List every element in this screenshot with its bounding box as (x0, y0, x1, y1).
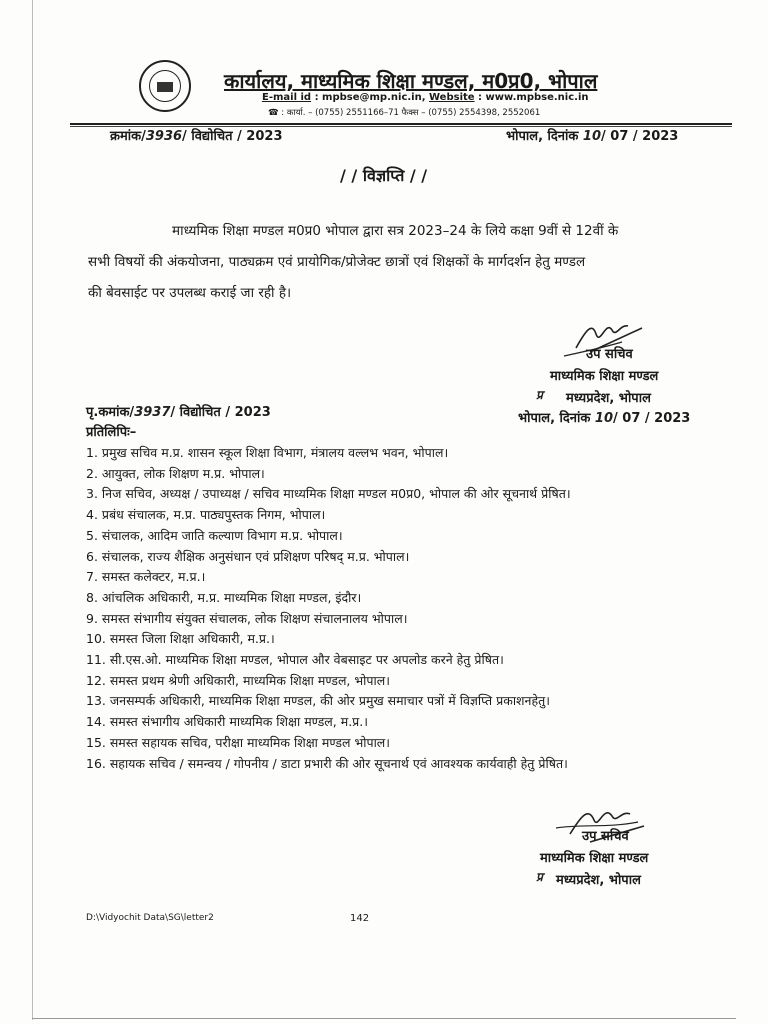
notice-body (88, 216, 722, 309)
contact-line (262, 92, 589, 103)
endorse-date-prefix: भोपाल, दिनांक (518, 411, 591, 426)
list-item: 12. समस्त प्रथम श्रेणी अधिकारी, माध्यमिक शिक्षा मण्डल, भोपाल। (86, 672, 390, 688)
endorse-suffix: / विद्योचित / 2023 (170, 405, 271, 420)
signatory-initials: प्र (536, 388, 543, 402)
date-handwritten: 10 (582, 129, 601, 144)
list-item: 16. सहायक सचिव / समन्वय / गोपनीय / डाटा प्रभारी की ओर सूचनार्थ एवं आवश्यक कार्यवाही हेतु प्रेषित। (86, 755, 568, 771)
website-value: : www.mpbse.nic.in (478, 92, 589, 103)
date-suffix: / 07 / 2023 (601, 129, 679, 144)
list-item: 4. प्रबंध संचालक, म.प्र. पाठ्यपुस्तक निगम, भोपाल। (86, 507, 326, 523)
office-title: कार्यालय, माध्यमिक शिक्षा मण्डल, म0प्र0, भोपाल (224, 69, 598, 93)
page-edge (32, 0, 33, 1020)
board-seal-logo (139, 60, 191, 112)
email-label: E-mail id (262, 92, 312, 103)
reference-date (506, 126, 678, 144)
signatory-designation: उप सचिव (586, 347, 633, 362)
reference-number (110, 126, 283, 144)
notice-heading: / / विज्ञप्ति / / (340, 166, 428, 185)
list-item: 1. प्रमुख सचिव म.प्र. शासन स्कूल शिक्षा विभाग, मंत्रालय वल्लभ भवन, भोपाल। (86, 445, 449, 460)
letterhead-divider (70, 123, 732, 125)
signatory-org: माध्यमिक शिक्षा मण्डल (550, 369, 659, 384)
ref-suffix: / विद्योचित / 2023 (182, 129, 283, 144)
list-item: 14. समस्त संभागीय अधिकारी माध्यमिक शिक्षा मण्डल, म.प्र.। (86, 714, 369, 730)
list-item: 11. सी.एस.ओ. माध्यमिक शिक्षा मण्डल, भोपाल और वेबसाइट पर अपलोड करने हेतु प्रेषित। (86, 652, 504, 668)
copy-to-label: प्रतिलिपिः– (86, 425, 137, 440)
list-item: 15. समस्त सहायक सचिव, परीक्षा माध्यमिक शिक्षा मण्डल भोपाल। (86, 734, 391, 750)
signatory-place: मध्यप्रदेश, भोपाल (556, 873, 641, 888)
list-item: 10. समस्त जिला शिक्षा अधिकारी, म.प्र.। (86, 631, 275, 647)
list-item: 8. आंचलिक अधिकारी, म.प्र. माध्यमिक शिक्षा मण्डल, इंदौर। (86, 589, 362, 605)
list-item: 5. संचालक, आदिम जाति कल्याण विभाग म.प्र. भोपाल। (86, 527, 343, 543)
seal-book-emblem (157, 82, 173, 92)
endorse-number-handwritten: 3937 (134, 405, 171, 420)
signatory-initials: प्र (536, 870, 543, 884)
list-item: 6. संचालक, राज्य शैक्षिक अनुसंधान एवं प्रशिक्षण परिषद् म.प्र. भोपाल। (86, 548, 410, 564)
file-path: D:\Vidyochit Data\SG\letter2 (86, 913, 214, 923)
body-line: की बेवसाईट पर उपलब्ध कराई जा रही है। (88, 285, 292, 301)
signatory-org: माध्यमिक शिक्षा मण्डल (540, 851, 649, 866)
body-line: माध्यमिक शिक्षा मण्डल म0प्र0 भोपाल द्वारा सत्र 2023–24 के लिये कक्षा 9वीं से 12वीं के (172, 223, 619, 239)
list-item: 7. समस्त कलेक्टर, म.प्र.। (86, 569, 206, 585)
list-item: 9. समस्त संभागीय संयुक्त संचालक, लोक शिक्षण संचालनालय भोपाल। (86, 610, 408, 626)
endorsement-date (518, 408, 690, 426)
body-line: सभी विषयों की अंकयोजना, पाठ्यक्रम एवं प्रायोगिक/प्रोजेक्ट छात्रों एवं शिक्षकों के मार्गदर्शन हेतु मण्डल (88, 254, 586, 270)
list-item: 13. जनसम्पर्क अधिकारी, माध्यमिक शिक्षा मण्डल, की ओर प्रमुख समाचार पत्रों में विज्ञप्ति प्रकाशनहेतु। (86, 693, 550, 709)
endorse-prefix: पृ.कमांक/ (86, 405, 135, 420)
email-value: : mpbse@mp.nic.in, (314, 92, 426, 103)
copy-recipient-list (86, 443, 571, 774)
endorse-date-suffix: / 07 / 2023 (613, 411, 691, 426)
page-bottom-edge (32, 1018, 736, 1019)
endorsement-number (86, 402, 271, 420)
page-number: 142 (350, 913, 370, 924)
ref-number-handwritten: 3936 (145, 129, 183, 144)
website-label: Website (429, 92, 475, 103)
signatory-place: मध्यप्रदेश, भोपाल (566, 391, 651, 406)
date-prefix: भोपाल, दिनांक (506, 129, 579, 144)
endorse-date-handwritten: 10 (594, 411, 613, 426)
signatory-designation: उप सचिव (582, 829, 629, 844)
list-item: 3. निज सचिव, अध्यक्ष / उपाध्यक्ष / सचिव माध्यमिक शिक्षा मण्डल म0प्र0, भोपाल की ओर सूचनार्थ प्रेषित। (86, 486, 571, 502)
phone-fax-line: ☎ : कार्या. – (0755) 2551166–71 फैक्स – (0755) 2554398, 2552061 (268, 108, 541, 118)
ref-prefix: क्रमांक/ (110, 129, 146, 144)
list-item: 2. आयुक्त, लोक शिक्षण म.प्र. भोपाल। (86, 465, 265, 481)
